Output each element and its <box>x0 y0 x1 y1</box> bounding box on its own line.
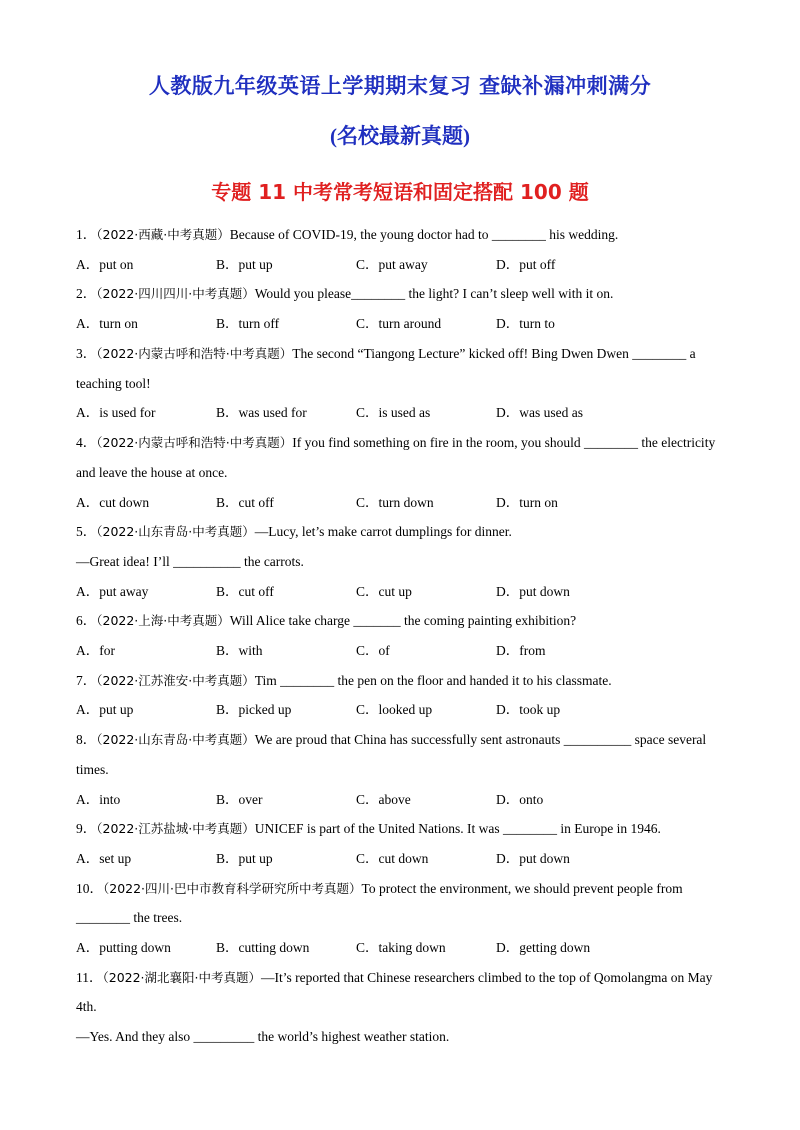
question-source: （2022·西藏·中考真题） <box>96 227 230 242</box>
question-stem <box>76 666 716 696</box>
question-source: （2022·山东青岛·中考真题） <box>96 524 255 540</box>
question-number: 2． <box>76 286 97 302</box>
answer-option: C．turn around <box>356 316 442 332</box>
answer-option: A．for <box>76 642 115 658</box>
answer-option: A．put up <box>76 702 134 718</box>
question-text: If you find something on fire in the room, you should ________ the electricity and leave the house at once. <box>76 434 716 480</box>
answer-option: B．over <box>216 791 263 807</box>
answer-option: D．put down <box>496 583 570 599</box>
answer-option: A．put away <box>76 583 149 599</box>
question-item <box>76 874 716 963</box>
answer-option: C．of <box>356 642 390 658</box>
answer-option: D．getting down <box>496 940 591 956</box>
answer-options <box>76 933 716 963</box>
answer-option: C．put away <box>356 256 428 272</box>
question-text: Because of COVID-19, the young doctor had to ________ his wedding. <box>229 227 619 242</box>
question-number: 8． <box>76 731 97 747</box>
question-item <box>76 963 716 1052</box>
answer-option: A．put on <box>76 256 134 272</box>
question-item <box>76 220 716 279</box>
question-stem <box>76 279 716 309</box>
question-number: 3． <box>76 345 97 361</box>
answer-option: B．put up <box>216 256 273 272</box>
question-stem <box>76 428 716 488</box>
answer-options <box>76 785 716 815</box>
question-text-line2: —Yes. And they also _________ the world’s highest weather station. <box>76 1029 450 1045</box>
question-item <box>76 725 716 814</box>
answer-option: A．putting down <box>76 940 171 956</box>
question-text: —It’s reported that Chinese researchers climbed to the top of Qomolangma on May 4th. <box>76 969 713 1015</box>
question-stem <box>76 963 716 1023</box>
answer-option: D．took up <box>496 702 561 718</box>
answer-option: C．turn down <box>356 494 434 510</box>
answer-option: C．is used as <box>356 405 431 421</box>
answer-option: A．is used for <box>76 405 156 421</box>
question-source: （2022·山东青岛·中考真题） <box>96 731 255 747</box>
question-source: （2022·四川·巴中市教育科学研究所中考真题） <box>103 880 362 896</box>
question-text: Tim ________ the pen on the floor and handed it to his classmate. <box>254 672 612 688</box>
question-source: （2022·上海·中考真题） <box>96 613 230 629</box>
question-text: The second “Tiangong Lecture” kicked off! Bing Dwen Dwen ________ a teaching tool! <box>76 345 696 391</box>
question-number: 9． <box>76 821 97 837</box>
question-stem <box>76 814 716 844</box>
answer-option: A．set up <box>76 850 132 866</box>
question-stem <box>76 339 716 399</box>
answer-option: D．from <box>496 642 546 658</box>
question-text: Would you please________ the light? I can’t sleep well with it on. <box>254 286 614 302</box>
answer-options <box>76 488 716 518</box>
answer-option: D．turn to <box>496 316 555 332</box>
question-text-line2: —Great idea! I’ll __________ the carrots. <box>76 553 304 569</box>
question-item <box>76 428 716 517</box>
answer-option: D．turn on <box>496 494 558 510</box>
answer-option: A．turn on <box>76 316 138 332</box>
answer-option: C．cut down <box>356 850 429 866</box>
answer-options <box>76 577 716 607</box>
question-number: 4． <box>76 434 97 450</box>
question-stem <box>76 874 716 934</box>
question-text: —Lucy, let’s make carrot dumplings for dinner. <box>254 524 512 540</box>
question-source: （2022·湖北襄阳·中考真题） <box>102 969 262 985</box>
question-stem <box>76 517 716 547</box>
question-stem <box>76 606 716 636</box>
answer-option: B．was used for <box>216 405 307 421</box>
answer-options <box>76 844 716 874</box>
question-source: （2022·江苏盐城·中考真题） <box>96 821 255 837</box>
answer-option: C．looked up <box>356 702 433 718</box>
question-text: Will Alice take charge _______ the coming painting exhibition? <box>229 613 577 629</box>
question-item <box>76 814 716 873</box>
question-item <box>76 606 716 665</box>
question-stem <box>76 725 716 785</box>
answer-option: D．onto <box>496 791 544 807</box>
question-item <box>76 279 716 338</box>
question-number: 7． <box>76 672 97 688</box>
question-number: 11． <box>76 969 103 985</box>
document-title: 人教版九年级英语上学期期末复习 查缺补漏冲刺满分 <box>148 74 652 98</box>
question-text: We are proud that China has successfully sent astronauts __________ space several times. <box>76 731 707 777</box>
answer-option: C．above <box>356 791 411 807</box>
answer-option: B．cut off <box>216 583 274 599</box>
answer-option: B．turn off <box>216 316 280 332</box>
answer-option: A．cut down <box>76 494 150 510</box>
answer-options <box>76 250 716 280</box>
question-source: （2022·江苏淮安·中考真题） <box>96 672 255 688</box>
answer-option: B．cut off <box>216 494 274 510</box>
question-source: （2022·四川四川·中考真题） <box>96 286 255 302</box>
answer-options <box>76 695 716 725</box>
answer-options <box>76 309 716 339</box>
question-text: UNICEF is part of the United Nations. It was ________ in Europe in 1946. <box>254 821 661 837</box>
question-item <box>76 666 716 725</box>
answer-option: B．put up <box>216 850 273 866</box>
topic-heading: 专题 11 中考常考短语和固定搭配 100 题 <box>211 180 589 204</box>
answer-options <box>76 636 716 666</box>
answer-option: C．taking down <box>356 940 446 956</box>
question-item <box>76 339 716 428</box>
question-number: 1． <box>76 227 97 242</box>
question-source: （2022·内蒙古呼和浩特·中考真题） <box>96 434 293 450</box>
answer-option: B．with <box>216 642 263 658</box>
question-text: To protect the environment, we should prevent people from ________ the trees. <box>76 880 683 926</box>
question-stem <box>76 220 716 250</box>
answer-options <box>76 398 716 428</box>
answer-option: C．cut up <box>356 583 412 599</box>
question-number: 6． <box>76 613 97 629</box>
question-item <box>76 517 716 606</box>
answer-option: D．put off <box>496 256 556 272</box>
question-number: 10． <box>76 880 103 896</box>
answer-option: D．was used as <box>496 405 583 421</box>
answer-option: A．into <box>76 791 121 807</box>
answer-option: B．picked up <box>216 702 292 718</box>
question-source: （2022·内蒙古呼和浩特·中考真题） <box>96 345 293 361</box>
document-subtitle: (名校最新真题) <box>330 124 470 148</box>
answer-option: D．put down <box>496 850 570 866</box>
answer-option: B．cutting down <box>216 940 310 956</box>
question-number: 5． <box>76 524 97 540</box>
question-list <box>76 220 716 1052</box>
